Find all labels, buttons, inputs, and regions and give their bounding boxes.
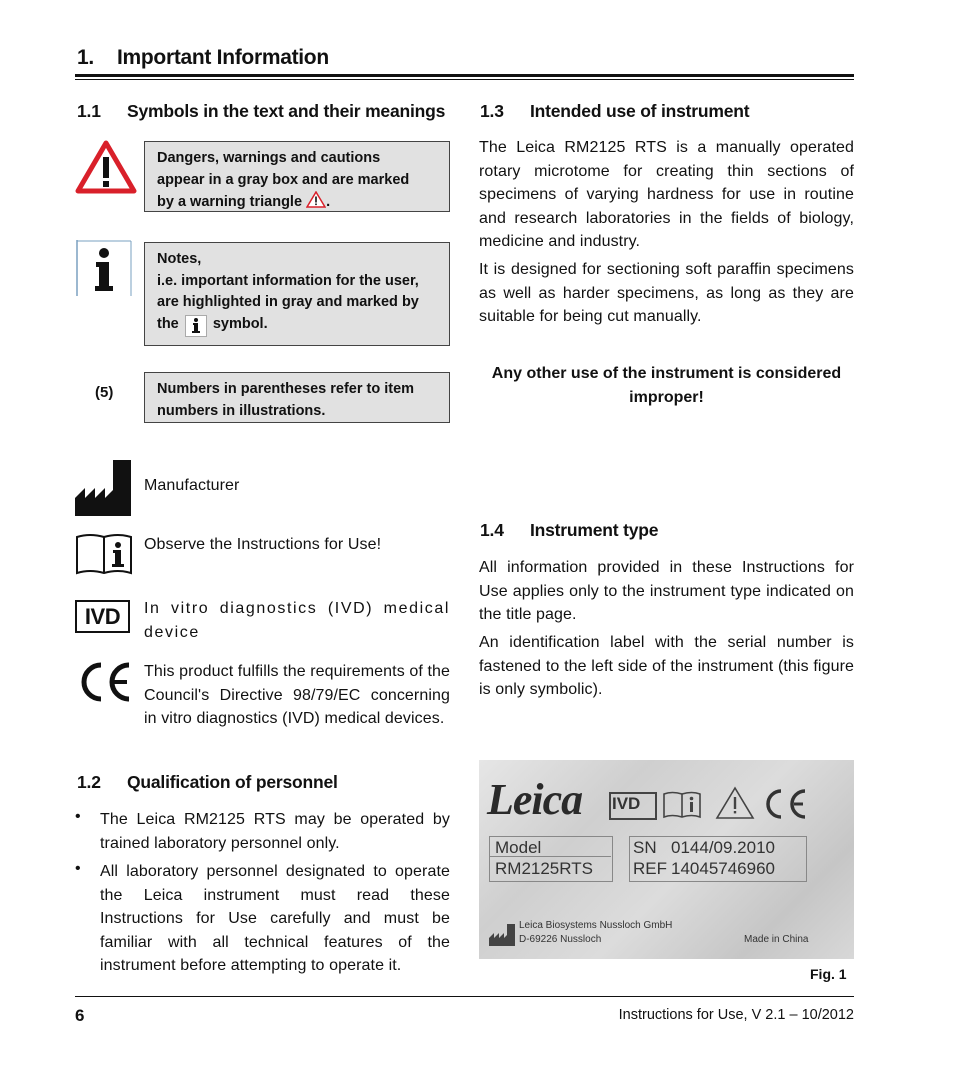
figure-caption: Fig. 1 [810,966,847,982]
numbers-box [144,372,450,423]
list-item: The Leica RM2125 RTS may be operated by trained laboratory personnel only. [100,811,450,852]
section-1-4-heading [480,520,658,541]
header-rule [75,74,854,77]
manufacturer-icon [489,924,515,951]
ce-mark-icon [761,788,809,825]
section-1-3-heading [480,101,749,122]
plate-model-label: Model [495,838,542,857]
bullet-marker: • [75,808,81,825]
numbers-box-line: Numbers in parentheses refer to item [157,381,415,397]
notes-box-line: Notes, [157,251,202,267]
plate-maker-line: D-69226 Nussloch [519,934,602,945]
section-number: 1.2 [77,772,101,792]
chapter-title [77,46,329,70]
instrument-type-paragraph: An identification label with the serial number is fastened to the left side of the instrument (this figure is only symbolic). [479,634,854,698]
notes-box-line [157,314,437,337]
warning-box-line [157,191,437,216]
manufacturer-label: Manufacturer [144,477,240,494]
footer-rule [75,996,854,997]
warning-box-line: Dangers, warnings and cautions [157,150,381,166]
observe-label: Observe the Instructions for Use! [144,536,382,553]
plate-sn-value: 0144/09.2010 [671,838,775,857]
chapter-number: 1. [77,46,94,69]
notes-box-text: symbol. [212,315,268,332]
plate-brand: Leica [487,775,583,824]
warning-triangle-icon [715,786,755,825]
intended-use-paragraph: The Leica RM2125 RTS is a manually operated rotary microtome for creating thin sections of specimens of varying hardness for use in routine and research laboratories in the fields of biology, medicine and industry. [479,139,854,250]
warning-box-period: . [326,194,331,210]
numbers-box-line: numbers in illustrations. [157,402,326,419]
plate-sn-label: SN [633,838,657,857]
warning-box-line: appear in a gray box and are marked [157,171,410,188]
warning-triangle-icon [75,140,137,199]
section-title: Intended use of instrument [530,101,750,121]
section-title: Symbols in the text and their meanings [127,101,446,121]
ce-mark-icon [75,661,133,708]
notes-box-line: are highlighted in gray and marked by [157,294,419,310]
section-title: Instrument type [530,520,659,540]
plate-ref-value: 14045746960 [671,859,776,878]
ce-text: This product fulfills the requirements of the Council's Directive 98/79/EC concerning in vitro diagnostics (IVD) medical devices. [144,663,450,727]
improper-use-notice: Any other use of the instrument is considered improper! [491,365,842,406]
plate-origin: Made in China [744,934,809,945]
plate-ivd: IVD [612,794,641,813]
warning-box-text: by a warning triangle [157,194,303,210]
section-number: 1.1 [77,101,101,121]
notes-box [144,242,450,346]
instructions-book-icon [662,790,702,825]
info-icon [185,315,207,337]
header-rule-thin [75,79,854,80]
instrument-type-paragraph: All information provided in these Instructions for Use applies only to the instrument type indicated on the title page. [479,559,854,623]
info-icon [76,240,132,301]
list-item: All laboratory personnel designated to operate the Leica instrument must read these Instructions for Use carefully and must be familiar with all technical features of the instrument before attempting to operate it. [100,863,450,974]
ivd-icon: IVD [75,600,130,633]
section-number: 1.3 [480,101,504,121]
plate-maker-line: Leica Biosystems Nussloch GmbH [519,920,673,931]
plate-ref-label: REF [633,859,667,878]
bullet-marker: • [75,860,81,877]
warning-triangle-icon [306,191,326,216]
identification-label-photo [479,760,854,959]
chapter-title-text: Important Information [117,46,329,69]
plate-model-value: RM2125RTS [495,859,593,878]
section-1-1-heading [77,101,445,122]
footer-doc-info: Instructions for Use, V 2.1 – 10/2012 [618,1007,854,1023]
section-number: 1.4 [480,520,504,540]
section-title: Qualification of personnel [127,772,338,792]
ivd-text: In vitro diagnostics (IVD) medical device [144,600,450,641]
intended-use-paragraph: It is designed for sectioning soft paraffin specimens as well as harder specimens, as long as they are suitable for being cut manually. [479,261,854,325]
section-1-2-heading [77,772,338,793]
instructions-book-icon [75,531,133,582]
manufacturer-icon [75,460,131,521]
notes-box-line: i.e. important information for the user, [157,272,419,289]
warning-box [144,141,450,212]
numbers-label: (5) [95,384,114,401]
page-number: 6 [75,1006,85,1025]
notes-box-text: the [157,315,179,332]
